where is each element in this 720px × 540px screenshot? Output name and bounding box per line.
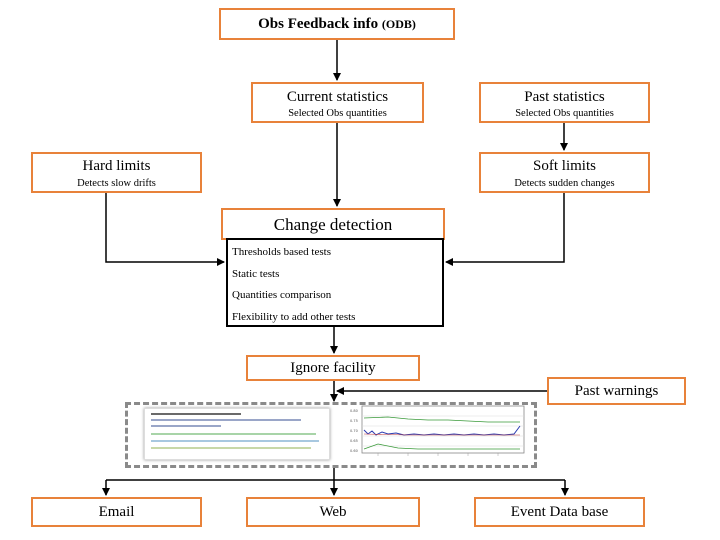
past-warnings-title: Past warnings <box>574 383 659 399</box>
email-title: Email <box>98 504 135 520</box>
test-item-quantities: Quantities comparison <box>232 289 332 301</box>
time-series-plot-thumbnail-icon <box>348 404 528 466</box>
odb-title: Obs Feedback info <box>258 16 379 32</box>
hard-limits-box <box>31 152 202 193</box>
test-item-thresholds: Thresholds based tests <box>232 246 331 258</box>
current-statistics-title: Current statistics <box>286 89 389 105</box>
svg-text:0.65: 0.65 <box>350 439 358 443</box>
web-box <box>246 497 420 527</box>
arrow-hard-to-tests <box>106 193 224 262</box>
test-item-static: Static tests <box>232 268 280 280</box>
odb-box <box>219 8 455 40</box>
soft-limits-title: Soft limits <box>533 158 596 174</box>
svg-text:0.80: 0.80 <box>350 409 358 413</box>
past-statistics-box <box>479 82 650 123</box>
arrow-soft-to-tests <box>446 193 564 262</box>
svg-text:0.70: 0.70 <box>350 429 358 433</box>
odb-suffix: (ODB) <box>381 17 416 31</box>
hard-limits-title: Hard limits <box>82 158 151 174</box>
current-statistics-subtitle: Selected Obs quantities <box>288 108 387 119</box>
email-box <box>31 497 202 527</box>
past-statistics-subtitle: Selected Obs quantities <box>515 108 614 119</box>
event-database-box <box>474 497 645 527</box>
ignore-facility-box <box>246 355 420 381</box>
event-database-title: Event Data base <box>510 504 609 520</box>
tests-list <box>226 238 444 327</box>
current-statistics-box <box>251 82 424 123</box>
change-detection-box <box>221 208 445 240</box>
svg-text:0.60: 0.60 <box>350 449 358 453</box>
hard-limits-subtitle: Detects slow drifts <box>77 178 156 189</box>
svg-text:0.75: 0.75 <box>350 419 358 423</box>
past-statistics-title: Past statistics <box>524 89 605 105</box>
past-warnings-box <box>547 377 686 405</box>
ignore-facility-title: Ignore facility <box>290 360 376 376</box>
soft-limits-subtitle: Detects sudden changes <box>514 178 615 189</box>
change-detection-title: Change detection <box>273 215 393 234</box>
test-item-flexibility: Flexibility to add other tests <box>232 311 356 323</box>
soft-limits-box <box>479 152 650 193</box>
web-title: Web <box>319 504 347 520</box>
web-report-thumbnail-icon <box>144 408 330 460</box>
